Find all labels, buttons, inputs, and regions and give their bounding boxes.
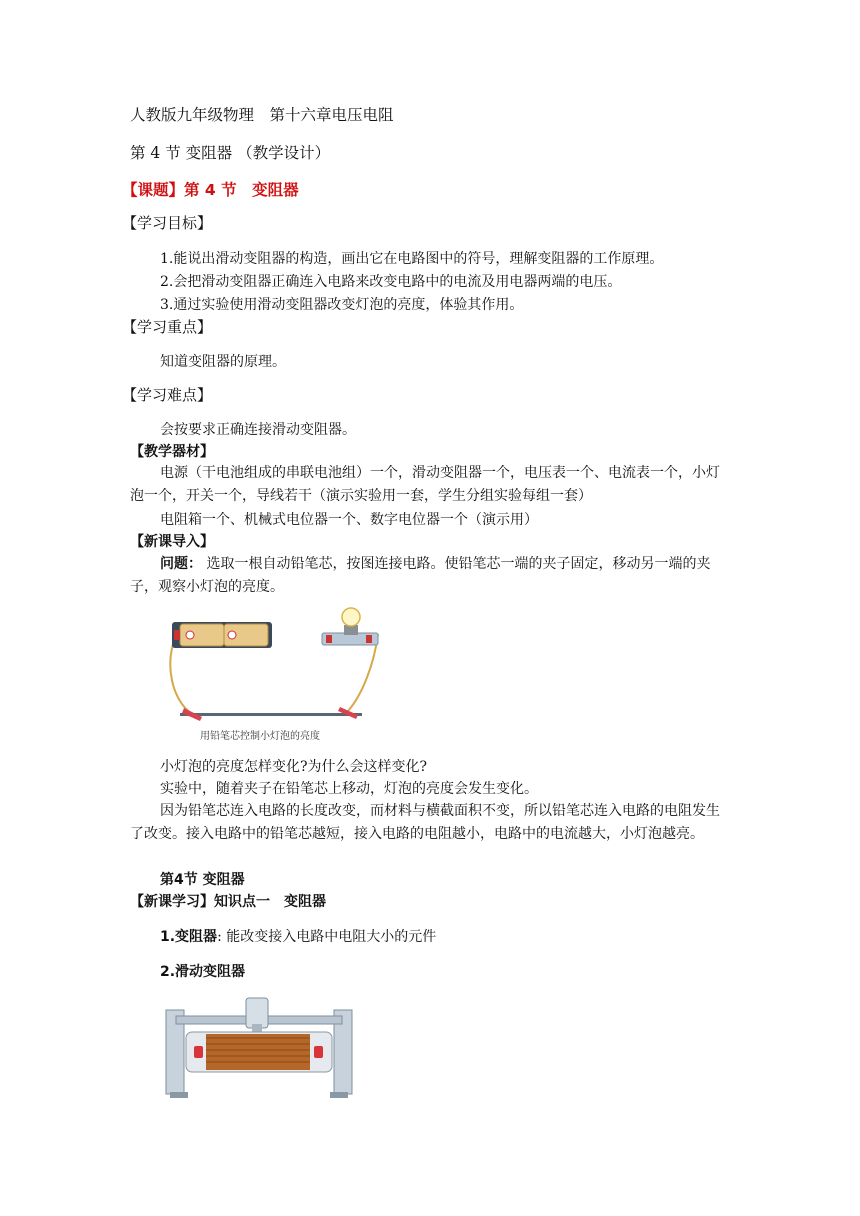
item-1	[160, 927, 436, 947]
difficulty-text: 会按要求正确连接滑动变阻器。	[160, 422, 356, 438]
topic-title: 【课题】第 4 节 变阻器	[122, 181, 299, 199]
observation-text: 实验中，随着夹子在铅笔芯上移动，灯泡的亮度会发生变化。	[160, 781, 538, 797]
equipment-heading: 【教学器材】	[130, 444, 214, 460]
rheostat-illustration	[162, 994, 356, 1102]
item-2-label: 2.滑动变阻器	[160, 964, 246, 980]
explanation-text: 因为铅笔芯连入电路的长度改变，而材料与横截面积不变，所以铅笔芯连入电路的电阻发生了改变。接入电路中的铅笔芯越短，接入电路的电阻越小，电路中的电流越大，小灯泡越亮。	[130, 803, 720, 842]
question-text: 选取一根自动铅笔芯，按图连接电路。使铅笔芯一端的夹子固定，移动另一端的夹子，观察小灯泡的亮度。	[130, 556, 711, 595]
section-title: 第4节 变阻器	[160, 872, 245, 888]
objective-item-2: 2.会把滑动变阻器正确连入电路来改变电路中的电流及用电器两端的电压。	[160, 274, 622, 290]
equipment-paragraph-2: 电阻箱一个、机械式电位器一个、数字电位器一个（演示用）	[160, 512, 538, 528]
objective-item-3: 3.通过实验使用滑动变阻器改变灯泡的亮度，体验其作用。	[160, 297, 524, 313]
header-line-2: 第 4 节 变阻器 （教学设计）	[130, 144, 331, 162]
equipment-paragraph-1: 电源（干电池组成的串联电池组）一个，滑动变阻器一个，电压表一个、电流表一个，小灯泡一个，开关一个，导线若干（演示实验用一套，学生分组实验每组一套）	[130, 465, 720, 504]
difficulty-heading: 【学习难点】	[122, 386, 213, 404]
item-1-text: : 能改变接入电路中电阻大小的元件	[217, 929, 437, 945]
intro-question	[130, 553, 733, 599]
new-lesson-heading: 【新课学习】知识点一 变阻器	[130, 894, 326, 910]
pencil-lead-circuit-figure	[162, 605, 382, 747]
sliding-rheostat-figure	[162, 994, 356, 1102]
objectives-heading: 【学习目标】	[122, 214, 213, 232]
circuit-illustration	[162, 605, 382, 747]
figure-caption: 用铅笔芯控制小灯泡的亮度	[200, 731, 320, 742]
key-point-text: 知道变阻器的原理。	[160, 354, 286, 370]
key-point-heading: 【学习重点】	[122, 318, 213, 336]
intro-heading: 【新课导入】	[130, 534, 214, 550]
header-line-1: 人教版九年级物理 第十六章电压电阻	[130, 106, 394, 124]
question-2: 小灯泡的亮度怎样变化?为什么会这样变化?	[160, 759, 428, 775]
question-label: 问题：	[160, 556, 202, 572]
objective-item-1: 1.能说出滑动变阻器的构造，画出它在电路图中的符号，理解变阻器的工作原理。	[160, 251, 664, 267]
item-1-label: 1.变阻器	[160, 929, 218, 945]
